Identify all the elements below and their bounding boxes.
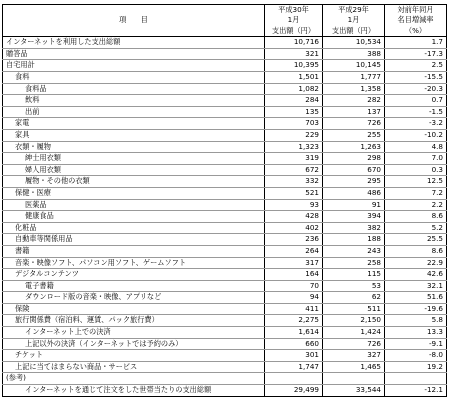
row-value-previous: 255 bbox=[323, 129, 385, 141]
header-previous-year: 平成29年 bbox=[338, 5, 369, 14]
row-value-previous: 298 bbox=[323, 153, 385, 165]
row-value-current: 321 bbox=[265, 48, 323, 60]
row-value-previous: 670 bbox=[323, 164, 385, 176]
table-row bbox=[3, 303, 447, 315]
row-change-rate: -20.3 bbox=[385, 83, 447, 95]
row-value-current: 660 bbox=[265, 338, 323, 350]
table-row bbox=[3, 106, 447, 118]
row-change-rate: 25.5 bbox=[385, 234, 447, 246]
table-row bbox=[3, 338, 447, 350]
row-label: 上記以外の決済（インターネットでは予約のみ） bbox=[3, 338, 265, 350]
table-row bbox=[3, 385, 447, 397]
row-label: 婦人用衣類 bbox=[3, 164, 265, 176]
table-row bbox=[3, 187, 447, 199]
row-label: 履物・その他の衣類 bbox=[3, 176, 265, 188]
row-value-current: 1,082 bbox=[265, 83, 323, 95]
row-value-current: 10,395 bbox=[265, 60, 323, 72]
row-value-previous: 726 bbox=[323, 118, 385, 130]
row-value-previous: 243 bbox=[323, 245, 385, 257]
row-value-current: 93 bbox=[265, 199, 323, 211]
row-value-current: 2,275 bbox=[265, 315, 323, 327]
table-row bbox=[3, 361, 447, 373]
row-value-current: 94 bbox=[265, 292, 323, 304]
row-value-previous: 188 bbox=[323, 234, 385, 246]
row-value-current: 284 bbox=[265, 95, 323, 107]
row-value-current bbox=[265, 373, 323, 385]
row-label: 健康食品 bbox=[3, 211, 265, 223]
row-label: 出前 bbox=[3, 106, 265, 118]
header-previous-month bbox=[323, 5, 385, 37]
row-value-previous: 382 bbox=[323, 222, 385, 234]
row-value-previous: 10,145 bbox=[323, 60, 385, 72]
table-row bbox=[3, 164, 447, 176]
row-label: 旅行関係費（宿泊料、運賃、パック旅行費） bbox=[3, 315, 265, 327]
table-row bbox=[3, 280, 447, 292]
table-row bbox=[3, 95, 447, 107]
row-label: 音楽・映像ソフト、パソコン用ソフト、ゲームソフト bbox=[3, 257, 265, 269]
header-current-month bbox=[265, 5, 323, 37]
table-row bbox=[3, 153, 447, 165]
row-value-current: 1,323 bbox=[265, 141, 323, 153]
row-value-previous: 1,263 bbox=[323, 141, 385, 153]
row-label: 食料品 bbox=[3, 83, 265, 95]
table-row bbox=[3, 176, 447, 188]
row-value-current: 301 bbox=[265, 350, 323, 362]
table-row bbox=[3, 315, 447, 327]
table-row bbox=[3, 234, 447, 246]
table-row bbox=[3, 37, 447, 49]
row-value-current: 229 bbox=[265, 129, 323, 141]
table-row bbox=[3, 118, 447, 130]
row-value-previous: 394 bbox=[323, 211, 385, 223]
row-change-rate: 1.7 bbox=[385, 37, 447, 49]
row-value-current: 264 bbox=[265, 245, 323, 257]
row-value-previous: 1,465 bbox=[323, 361, 385, 373]
row-change-rate: 5.8 bbox=[385, 315, 447, 327]
row-value-previous: 511 bbox=[323, 303, 385, 315]
row-label: 食料 bbox=[3, 72, 265, 84]
header-previous-month-label: 1月 bbox=[347, 15, 360, 25]
row-change-rate: 2.2 bbox=[385, 199, 447, 211]
row-change-rate: -3.2 bbox=[385, 118, 447, 130]
table-row bbox=[3, 245, 447, 257]
row-label: 上記に当てはまらない商品・サービス bbox=[3, 361, 265, 373]
table-row bbox=[3, 257, 447, 269]
row-label: インターネット上での決済 bbox=[3, 327, 265, 339]
row-value-current: 135 bbox=[265, 106, 323, 118]
row-label: 家電 bbox=[3, 118, 265, 130]
row-value-previous: 1,358 bbox=[323, 83, 385, 95]
row-change-rate: -19.6 bbox=[385, 303, 447, 315]
row-label: 保険 bbox=[3, 303, 265, 315]
row-value-current: 428 bbox=[265, 211, 323, 223]
row-change-rate: 19.2 bbox=[385, 361, 447, 373]
row-change-rate: -9.1 bbox=[385, 338, 447, 350]
row-value-current: 411 bbox=[265, 303, 323, 315]
row-value-previous: 2,150 bbox=[323, 315, 385, 327]
row-value-current: 236 bbox=[265, 234, 323, 246]
header-current-month-label: 1月 bbox=[287, 15, 300, 25]
row-label: 衣類・履物 bbox=[3, 141, 265, 153]
row-change-rate bbox=[385, 373, 447, 385]
row-change-rate: 22.9 bbox=[385, 257, 447, 269]
row-value-current: 1,614 bbox=[265, 327, 323, 339]
row-change-rate: -12.1 bbox=[385, 385, 447, 397]
row-change-rate: 4.8 bbox=[385, 141, 447, 153]
row-value-previous: 726 bbox=[323, 338, 385, 350]
row-label: インターネットを利用した支出総額 bbox=[3, 37, 265, 49]
table-row bbox=[3, 350, 447, 362]
row-label: 贈答品 bbox=[3, 48, 265, 60]
row-label: ダウンロード版の音楽・映像、アプリなど bbox=[3, 292, 265, 304]
row-label: 医薬品 bbox=[3, 199, 265, 211]
table-row bbox=[3, 211, 447, 223]
header-change-rate bbox=[385, 5, 447, 37]
table-row bbox=[3, 373, 447, 385]
table-row bbox=[3, 141, 447, 153]
row-change-rate: -1.5 bbox=[385, 106, 447, 118]
row-value-previous: 282 bbox=[323, 95, 385, 107]
table-row bbox=[3, 222, 447, 234]
table-row bbox=[3, 199, 447, 211]
row-change-rate: -15.5 bbox=[385, 72, 447, 84]
row-change-rate: 2.5 bbox=[385, 60, 447, 72]
header-current-unit: 支出額（円） bbox=[271, 25, 316, 35]
row-value-previous: 137 bbox=[323, 106, 385, 118]
header-previous-unit: 支出額（円） bbox=[331, 25, 376, 35]
table-row bbox=[3, 269, 447, 281]
table-row bbox=[3, 129, 447, 141]
table-row bbox=[3, 48, 447, 60]
row-change-rate: -17.3 bbox=[385, 48, 447, 60]
row-value-previous: 388 bbox=[323, 48, 385, 60]
row-label: 飲料 bbox=[3, 95, 265, 107]
row-value-current: 164 bbox=[265, 269, 323, 281]
row-label: 電子書籍 bbox=[3, 280, 265, 292]
row-value-previous: 486 bbox=[323, 187, 385, 199]
row-value-current: 402 bbox=[265, 222, 323, 234]
header-change-line2: 名目増減率 bbox=[397, 15, 434, 25]
row-value-previous: 53 bbox=[323, 280, 385, 292]
row-change-rate: 7.0 bbox=[385, 153, 447, 165]
row-value-previous bbox=[323, 373, 385, 385]
row-value-current: 332 bbox=[265, 176, 323, 188]
row-label: 自宅用計 bbox=[3, 60, 265, 72]
row-change-rate: 51.6 bbox=[385, 292, 447, 304]
row-value-previous: 10,534 bbox=[323, 37, 385, 49]
row-value-current: 521 bbox=[265, 187, 323, 199]
row-change-rate: 12.5 bbox=[385, 176, 447, 188]
expenditure-table bbox=[2, 4, 447, 397]
row-value-current: 70 bbox=[265, 280, 323, 292]
row-value-previous: 91 bbox=[323, 199, 385, 211]
row-value-current: 317 bbox=[265, 257, 323, 269]
table-row bbox=[3, 83, 447, 95]
row-label: チケット bbox=[3, 350, 265, 362]
row-label: 紳士用衣類 bbox=[3, 153, 265, 165]
row-value-previous: 1,777 bbox=[323, 72, 385, 84]
header-item: 項 目 bbox=[3, 5, 265, 37]
row-value-previous: 295 bbox=[323, 176, 385, 188]
row-label: インターネットを通じて注文をした世帯当たりの支出総額 bbox=[3, 385, 265, 397]
row-change-rate: 42.6 bbox=[385, 269, 447, 281]
row-label: デジタルコンテンツ bbox=[3, 269, 265, 281]
table-header-row bbox=[3, 5, 447, 37]
row-label: 書籍 bbox=[3, 245, 265, 257]
row-change-rate: 7.2 bbox=[385, 187, 447, 199]
row-value-previous: 258 bbox=[323, 257, 385, 269]
row-value-previous: 115 bbox=[323, 269, 385, 281]
row-value-current: 10,716 bbox=[265, 37, 323, 49]
header-change-unit: （%） bbox=[404, 25, 427, 35]
row-label: 保健・医療 bbox=[3, 187, 265, 199]
row-value-previous: 327 bbox=[323, 350, 385, 362]
header-change-line1: 対前年同月 bbox=[397, 5, 434, 14]
row-change-rate: 0.7 bbox=[385, 95, 447, 107]
row-change-rate: -10.2 bbox=[385, 129, 447, 141]
table-body bbox=[3, 37, 447, 396]
row-value-current: 703 bbox=[265, 118, 323, 130]
row-value-current: 672 bbox=[265, 164, 323, 176]
row-change-rate: 5.2 bbox=[385, 222, 447, 234]
row-change-rate: 0.3 bbox=[385, 164, 447, 176]
row-label: 家具 bbox=[3, 129, 265, 141]
row-value-current: 1,747 bbox=[265, 361, 323, 373]
header-current-year: 平成30年 bbox=[278, 5, 309, 14]
row-value-previous: 62 bbox=[323, 292, 385, 304]
row-value-current: 29,499 bbox=[265, 385, 323, 397]
row-label: (参考) bbox=[3, 373, 265, 385]
row-change-rate: 8.6 bbox=[385, 211, 447, 223]
row-label: 自動車等関係用品 bbox=[3, 234, 265, 246]
row-change-rate: 32.1 bbox=[385, 280, 447, 292]
row-change-rate: -8.0 bbox=[385, 350, 447, 362]
row-value-previous: 1,424 bbox=[323, 327, 385, 339]
row-value-current: 1,501 bbox=[265, 72, 323, 84]
row-change-rate: 8.6 bbox=[385, 245, 447, 257]
row-value-previous: 33,544 bbox=[323, 385, 385, 397]
table-row bbox=[3, 327, 447, 339]
row-value-current: 319 bbox=[265, 153, 323, 165]
row-change-rate: 13.3 bbox=[385, 327, 447, 339]
row-label: 化粧品 bbox=[3, 222, 265, 234]
table-row bbox=[3, 60, 447, 72]
table-row bbox=[3, 72, 447, 84]
table-row bbox=[3, 292, 447, 304]
